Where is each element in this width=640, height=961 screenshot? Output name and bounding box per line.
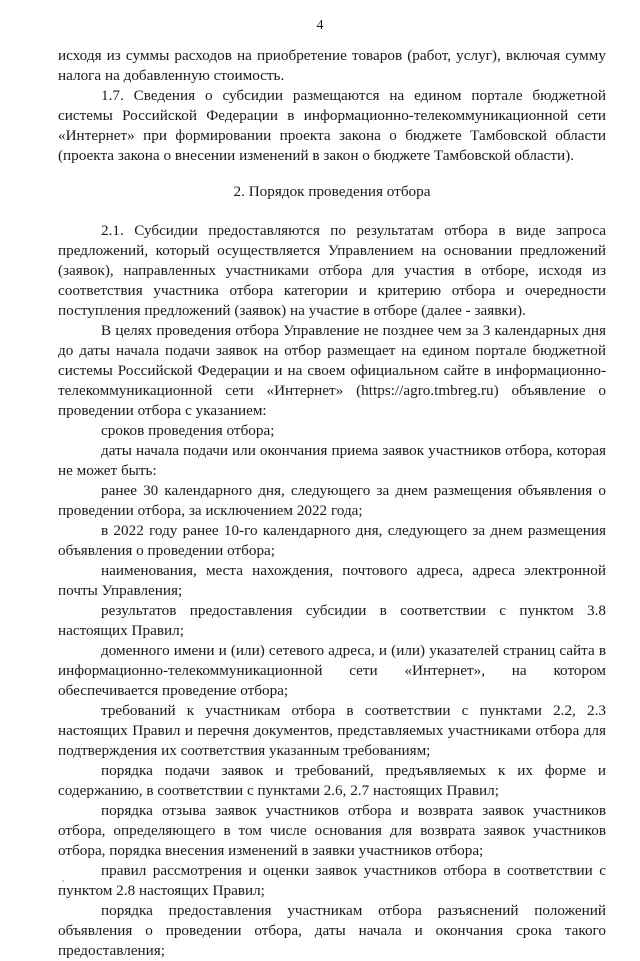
list-item: порядка предоставления участникам отбора разъяснений положений объявления о проведении отбора, даты начала и окончания срока такого предоставления; bbox=[58, 902, 606, 959]
paragraph-1-7: 1.7. Сведения о субсидии размещаются на едином портале бюджетной системы Российской Федерации в информационно-телекоммуникационной сети «Интернет» при формировании проекта закона о бюджете Тамбовской области (проекта закона о внесении изменений в закон о бюджете Тамбовской области). bbox=[58, 87, 606, 164]
list-item: даты начала подачи или окончания приема заявок участников отбора, которая не может быть: bbox=[58, 442, 606, 479]
document-body bbox=[58, 46, 606, 961]
list-item: требований к участникам отбора в соответствии с пунктами 2.2, 2.3 настоящих Правил и перечня документов, представляемых участниками отбора для подтверждения их соответствия указанным требованиям; bbox=[58, 702, 606, 759]
list-item: порядка подачи заявок и требований, предъявляемых к их форме и содержанию, в соответствии с пунктами 2.6, 2.7 настоящих Правил; bbox=[58, 762, 606, 799]
paragraph-continuation: исходя из суммы расходов на приобретение товаров (работ, услуг), включая сумму налога на добавленную стоимость. bbox=[58, 47, 606, 84]
list-item: наименования, места нахождения, почтового адреса, адреса электронной почты Управления; bbox=[58, 562, 606, 599]
section-heading: 2. Порядок проведения отбора bbox=[233, 183, 431, 200]
list-item: правил рассмотрения и оценки заявок участников отбора в соответствии с пунктом 2.8 настоящих Правил; bbox=[58, 862, 606, 899]
paragraph-2-1: 2.1. Субсидии предоставляются по результатам отбора в виде запроса предложений, который осуществляется Управлением на основании предложений (заявок), направленных участниками отбора для участия в отборе, исходя из соответствия участника отбора категории и критерию отбора и очередности поступления предложений (заявок) на участие в отборе (далее - заявки). bbox=[58, 222, 606, 319]
list-item: порядка отзыва заявок участников отбора и возврата заявок участников отбора, определяющего в том числе основания для возврата заявок участников отбора, порядка внесения изменений в заявки участников отбора; bbox=[58, 802, 606, 859]
list-item: сроков проведения отбора; bbox=[101, 422, 275, 439]
list-item: доменного имени и (или) сетевого адреса, и (или) указателей страниц сайта в информационно-телекоммуникационной сети «Интернет», на котором обеспечивается проведение отбора; bbox=[58, 642, 606, 699]
list-item: ранее 30 календарного дня, следующего за днем размещения объявления о проведении отбора, за исключением 2022 года; bbox=[58, 482, 606, 519]
list-item: результатов предоставления субсидии в соответствии с пунктом 3.8 настоящих Правил; bbox=[58, 602, 606, 639]
scan-speck bbox=[62, 880, 64, 882]
page-number: 4 bbox=[316, 18, 324, 33]
list-item: в 2022 году ранее 10-го календарного дня, следующего за днем размещения объявления о проведении отбора; bbox=[58, 522, 606, 559]
paragraph-announcement: В целях проведения отбора Управление не позднее чем за 3 календарных дня до даты начала подачи заявок на отбор размещает на едином портале бюджетной системы Российской Федерации и на своем официальном сайте в информационно-телекоммуникационной сети «Интернет» (https://agro.tmbreg.ru) объявление о проведении отбора с указанием: bbox=[58, 322, 606, 419]
